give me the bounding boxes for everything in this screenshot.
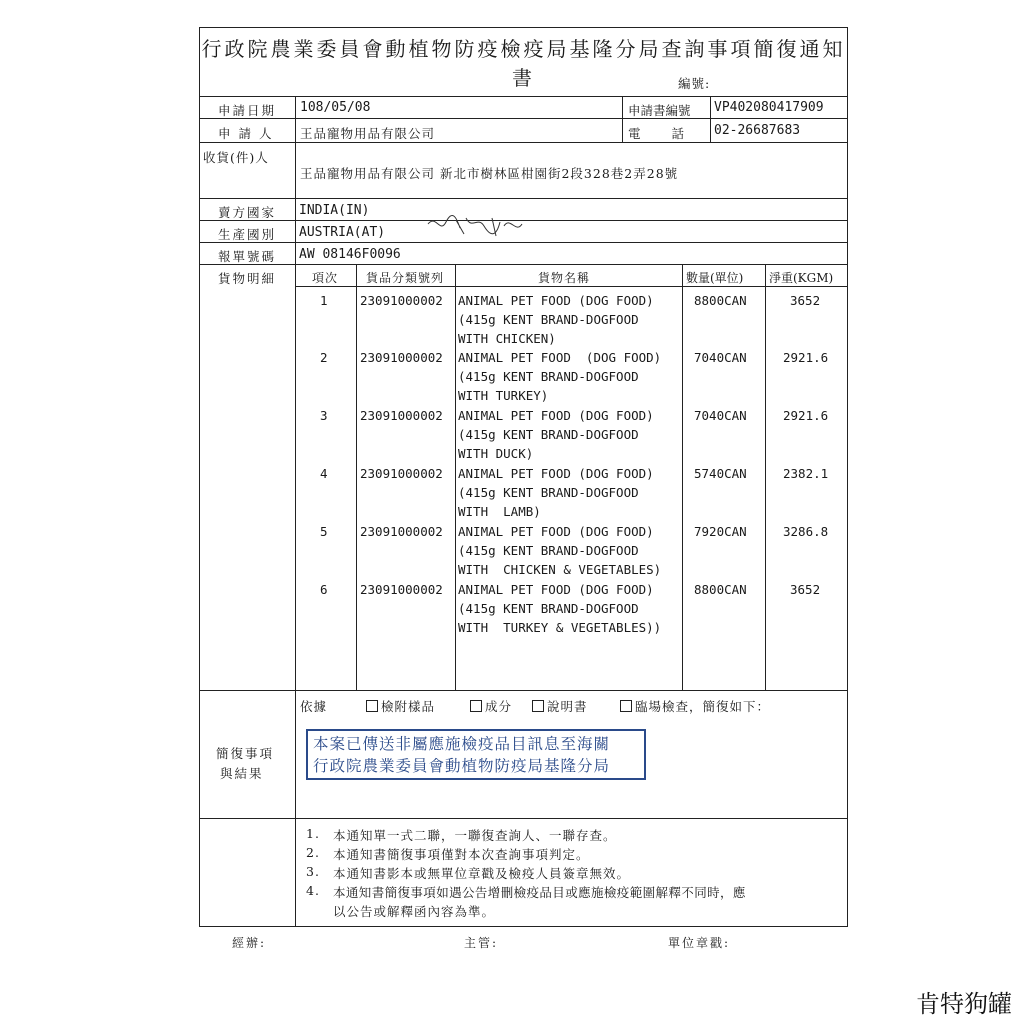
option-ingredients: 成分 — [470, 697, 512, 715]
checkbox-icon — [470, 700, 482, 712]
seller-country-value: INDIA(IN) — [299, 203, 370, 218]
stamp — [306, 729, 646, 780]
table-row-name: ANIMAL PET FOOD (DOG FOOD) (415g KENT BRAND-DOGFOOD WITH DUCK) — [458, 408, 654, 461]
apply-no-label: 申請書編號 — [628, 103, 691, 118]
note-text: 以公告或解釋函內容為準。 — [333, 904, 496, 919]
table-row-weight: 2921.6 — [783, 408, 829, 423]
supervisor-signature: 主管: — [464, 936, 499, 950]
table-row-code: 23091000002 — [360, 582, 443, 597]
table-row-code: 23091000002 — [360, 350, 443, 365]
table-row-item: 2 — [320, 350, 328, 365]
option-sample: 檢附樣品 — [366, 697, 435, 715]
note-text: 本通知書簡復事項如遇公告增刪檢疫品目或應施檢疫範圍解釋不同時，應 — [333, 885, 746, 900]
table-row-name: ANIMAL PET FOOD (DOG FOOD) (415g KENT BRAND-DOGFOOD WITH LAMB) — [458, 466, 654, 519]
phone-label: 電 話 — [628, 126, 687, 141]
table-row-qty: 8800CAN — [694, 293, 747, 308]
note-num: 4. — [306, 883, 320, 898]
applicant-value: 王品寵物用品有限公司 — [300, 126, 436, 141]
handwritten-scribble — [426, 212, 526, 242]
reply-label-line1: 簡復事項 — [216, 746, 275, 761]
note-text: 本通知書影本或無單位章戳及檢疫人員簽章無效。 — [333, 866, 631, 881]
table-row-name: ANIMAL PET FOOD (DOG FOOD) (415g KENT BRAND-DOGFOOD WITH TURKEY & VEGETABLES)) — [458, 582, 662, 635]
table-row-weight: 3652 — [790, 293, 821, 308]
col-code-header: 貨品分類號列 — [366, 271, 445, 285]
table-row-item: 1 — [320, 293, 328, 308]
note-num: 2. — [306, 845, 320, 860]
declaration-no-value: AW 08146F0096 — [299, 247, 401, 262]
note-num: 3. — [306, 864, 320, 879]
basis-label: 依據 — [300, 699, 328, 714]
table-row-item: 3 — [320, 408, 328, 423]
form-title: 行政院農業委員會動植物防疫檢疫局基隆分局查詢事項簡復通知書 — [201, 37, 846, 90]
table-row-weight: 2921.6 — [783, 350, 829, 365]
table-row-qty: 5740CAN — [694, 466, 747, 481]
table-row-item: 6 — [320, 582, 328, 597]
col-item-header: 項次 — [312, 271, 339, 285]
handler-signature: 經辦: — [232, 936, 267, 950]
note-text: 本通知書簡復事項僅對本次查詢事項判定。 — [333, 847, 590, 862]
table-row-qty: 8800CAN — [694, 582, 747, 597]
table-row-name: ANIMAL PET FOOD (DOG FOOD) (415g KENT BRAND-DOGFOOD WITH CHICKEN) — [458, 293, 654, 346]
apply-no-value: VP402080417909 — [714, 100, 824, 115]
note-text: 本通知單一式二聯，一聯復查詢人、一聯存查。 — [333, 828, 617, 843]
table-row-qty: 7040CAN — [694, 408, 747, 423]
serial-label: 編號: — [678, 76, 711, 91]
origin-country-label: 生產國別 — [218, 227, 277, 242]
reply-label-line2: 與結果 — [220, 766, 264, 781]
goods-label: 貨物明細 — [218, 271, 277, 286]
table-row-name: ANIMAL PET FOOD (DOG FOOD) (415g KENT BRAND-DOGFOOD WITH CHICKEN & VEGETABLES) — [458, 524, 662, 577]
table-row-name: ANIMAL PET FOOD (DOG FOOD) (415g KENT BRAND-DOGFOOD WITH TURKEY) — [458, 350, 662, 403]
consignee-value: 王品寵物用品有限公司 新北市樹林區柑園街2段328巷2弄28號 — [300, 166, 679, 181]
table-row-code: 23091000002 — [360, 293, 443, 308]
phone-value: 02-26687683 — [714, 123, 801, 138]
table-row-weight: 3652 — [790, 582, 821, 597]
table-row-code: 23091000002 — [360, 466, 443, 481]
stamp-line1: 本案已傳送非屬應施檢疫品目訊息至海關 — [313, 735, 611, 753]
seller-country-label: 賣方國家 — [218, 205, 277, 220]
table-row-qty: 7920CAN — [694, 524, 747, 539]
table-row-weight: 3286.8 — [783, 524, 829, 539]
stamp-line2: 行政院農業委員會動植物防疫局基隆分局 — [313, 757, 611, 775]
image-caption: 肯特狗罐 — [916, 990, 1012, 1018]
table-row-item: 5 — [320, 524, 328, 539]
col-weight-header: 淨重(KGM) — [769, 271, 834, 285]
consignee-label: 收貨(件)人 — [203, 150, 269, 165]
option-manual: 說明書 — [532, 697, 588, 715]
table-row-item: 4 — [320, 466, 328, 481]
table-row-code: 23091000002 — [360, 408, 443, 423]
table-row-qty: 7040CAN — [694, 350, 747, 365]
note-num: 1. — [306, 826, 320, 841]
table-row-code: 23091000002 — [360, 524, 443, 539]
applicant-label: 申 請 人 — [218, 126, 274, 141]
apply-date-label: 申請日期 — [218, 103, 277, 118]
col-qty-header: 數量(單位) — [686, 271, 744, 285]
apply-date-value: 108/05/08 — [300, 100, 371, 115]
unit-seal: 單位章戳: — [668, 936, 731, 950]
origin-country-value: AUSTRIA(AT) — [299, 225, 386, 240]
checkbox-icon — [366, 700, 378, 712]
col-name-header: 貨物名稱 — [538, 271, 591, 285]
declaration-no-label: 報單號碼 — [218, 249, 277, 264]
checkbox-icon — [620, 700, 632, 712]
checkbox-icon — [532, 700, 544, 712]
table-row-weight: 2382.1 — [783, 466, 829, 481]
option-onsite: 臨場檢查，簡復如下： — [620, 697, 770, 715]
